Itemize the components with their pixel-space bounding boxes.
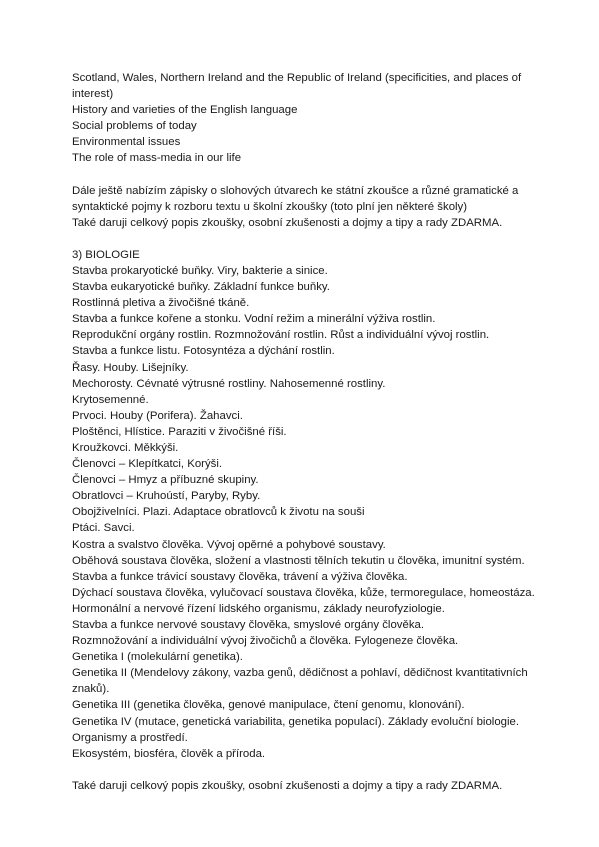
biology-topic: Hormonální a nervové řízení lidského organismu, základy neurofyziologie. [72, 602, 445, 615]
biology-topic: Prvoci. Houby (Porifera). Žahavci. [72, 409, 243, 422]
biology-topic: Oběhová soustava člověka, složení a vlastnosti tělních tekutin u člověka, imunitní systém. [72, 554, 525, 567]
topic-line: Environmental issues [72, 136, 181, 149]
biology-topic: Stavba a funkce trávicí soustavy člověka, trávení a výživa člověka. [72, 570, 408, 583]
biology-topic: Kroužkovci. Měkkýši. [72, 441, 179, 454]
topic-line: Scotland, Wales, Northern Ireland and the Republic of Ireland (specificities, and places of interest) [72, 72, 522, 101]
footer-block [72, 778, 539, 794]
offer-extra: Také daruji celkový popis zkoušky, osobní zkušenosti a dojmy a tipy a rady ZDARMA. [72, 216, 503, 229]
biology-topic: Krytosemenné. [72, 393, 149, 406]
offer-paragraph: Dále ještě nabízím zápisky o slohových útvarech ke státní zkoušce a různé gramatické a syntaktické pojmy k rozboru textu u školní zkoušky (toto plní jen některé školy) [72, 184, 519, 213]
biology-topic: Členovci – Hmyz a příbuzné skupiny. [72, 474, 259, 487]
biology-topic: Organismy a prostředí. [72, 731, 188, 744]
paragraph-gap [72, 231, 539, 247]
biology-topic: Genetika II (Mendelovy zákony, vazba genů, dědičnost a pohlaví, dědičnost kvantitativních znaků). [72, 667, 528, 696]
biology-topic: Obratlovci – Kruhoústí, Paryby, Ryby. [72, 490, 261, 503]
paragraph-gap [72, 762, 539, 778]
biology-topic: Rozmnožování a individuální vývoj živočichů a člověka. Fylogeneze člověka. [72, 635, 459, 648]
biology-topic-list [72, 263, 539, 762]
biology-topic: Stavba a funkce listu. Fotosyntéza a dýchání rostlin. [72, 345, 335, 358]
biology-topic: Členovci – Klepítkatci, Korýši. [72, 458, 223, 471]
biology-heading: 3) BIOLOGIE [72, 248, 140, 261]
offer-block [72, 183, 539, 231]
footer-extra: Také daruji celkový popis zkoušky, osobní zkušenosti a dojmy a tipy a rady ZDARMA. [72, 779, 503, 792]
biology-topic: Ptáci. Savci. [72, 522, 135, 535]
topic-line: Social problems of today [72, 120, 197, 133]
biology-topic: Mechorosty. Cévnaté výtrusné rostliny. Nahosemenné rostliny. [72, 377, 386, 390]
topic-list-english [72, 70, 539, 167]
topic-line: The role of mass-media in our life [72, 152, 242, 165]
biology-topic: Ploštěnci, Hlístice. Paraziti v živočišné říši. [72, 425, 287, 438]
biology-topic: Reprodukční orgány rostlin. Rozmnožování rostlin. Růst a individuální vývoj rostlin. [72, 329, 490, 342]
biology-topic: Obojživelníci. Plazi. Adaptace obratlovců k životu na souši [72, 506, 365, 519]
biology-topic: Dýchací soustava člověka, vylučovací soustava člověka, kůže, termoregulace, homeostáza. [72, 586, 535, 599]
biology-topic: Stavba a funkce nervové soustavy člověka, smyslové orgány člověka. [72, 619, 425, 631]
topic-line: History and varieties of the English language [72, 104, 298, 117]
biology-topic: Kostra a svalstvo člověka. Vývoj opěrné a pohybové soustavy. [72, 538, 386, 551]
biology-topic: Rostlinná pletiva a živočišné tkáně. [72, 297, 250, 310]
paragraph-gap [72, 167, 539, 183]
biology-topic: Genetika III (genetika člověka, genové manipulace, čtení genomu, klonování). [72, 699, 465, 712]
biology-topic: Stavba eukaryotické buňky. Základní funkce buňky. [72, 281, 330, 294]
biology-topic: Genetika I (molekulární genetika). [72, 651, 243, 664]
biology-topic: Genetika IV (mutace, genetická variabilita, genetika populací). Základy evoluční biologie. [72, 715, 520, 728]
biology-topic: Stavba a funkce kořene a stonku. Vodní režim a minerální výživa rostlin. [72, 313, 436, 326]
biology-section [72, 247, 539, 762]
biology-topic: Řasy. Houby. Lišejníky. [72, 361, 189, 374]
biology-topic: Stavba prokaryotické buňky. Viry, bakterie a sinice. [72, 264, 328, 277]
biology-topic: Ekosystém, biosféra, člověk a příroda. [72, 747, 266, 760]
